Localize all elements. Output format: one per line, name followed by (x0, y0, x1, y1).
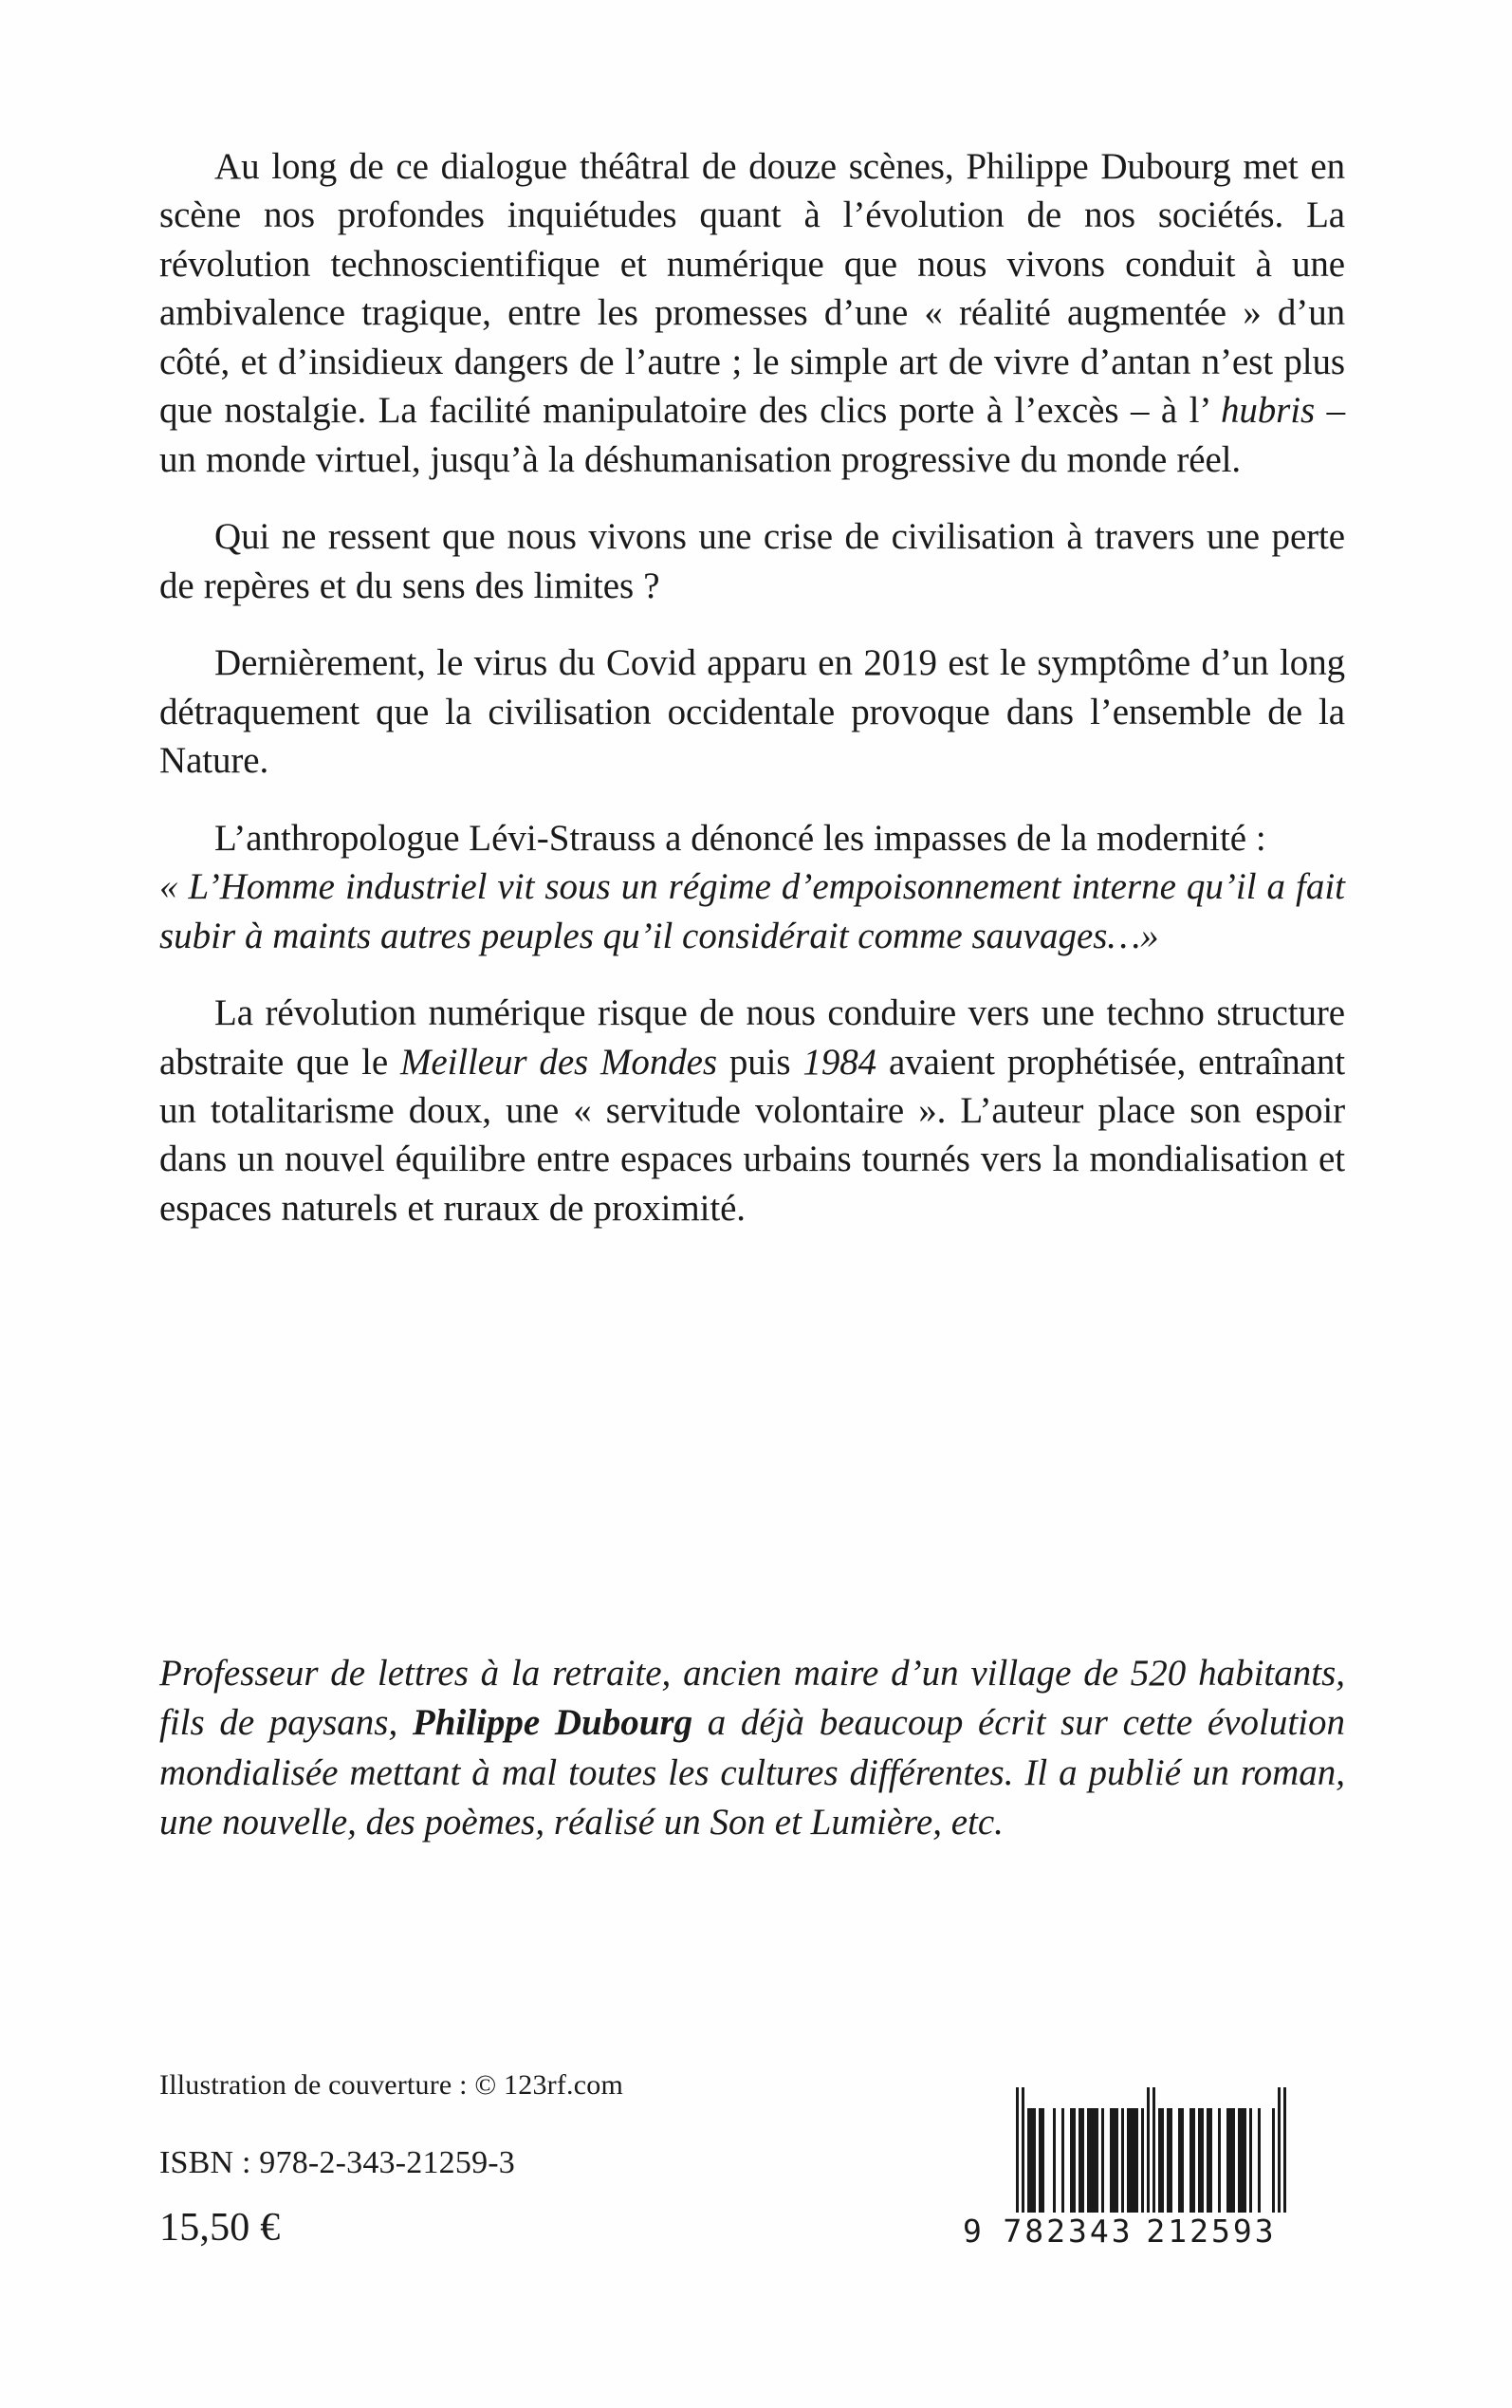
paragraph-levi-strauss (159, 814, 1345, 960)
barcode-lead-digit: 9 (963, 2212, 984, 2250)
meilleur-des-mondes-title: Meilleur des Mondes (399, 1041, 717, 1083)
blurb-content (159, 142, 1345, 1261)
barcode-left-group: 782343 (1003, 2212, 1134, 2250)
paragraph-intro-text-a: Au long de ce dialogue théâtral de douze scènes, Philippe Dubourg met en scène nos profondes inquiétudes quant à l’évolution de nos sociétés. La révolution technoscientifique et numérique que nous vivons conduit à une ambivalence tragique, entre les promesses d’une « réalité augmentée » d’un côté, et d’insidieux dangers de l’autre ; le simple art de vivre d’antan n’est plus que nostalgie. La facilité manipulatoire des clics porte à l’excès – à l’ (159, 146, 1345, 432)
author-bio-text-b: a déjà beaucoup écrit sur cette évolution mondialisée mettant à mal toutes les cultures différentes. Il a publié un roman, une nouvelle, des poèmes, réalisé un Son et Lumière, etc. (159, 1702, 1345, 1843)
digital-text-c: avaient prophétisée, entraînant un totalitarisme doux, une « servitude volontaire ». L’auteur place son espoir dans un nouvel équilibre entre espaces urbains tournés vers la mondialisation et espaces naturels et ruraux de proximité. (159, 1041, 1345, 1229)
barcode-bars (1016, 2087, 1290, 2213)
paragraph-intro (159, 142, 1345, 484)
levi-strauss-quote: « L’Homme industriel vit sous un régime d’empoisonnement interne qu’il a fait subir à maints autres peuples qu’il considérait comme sauvages…» (159, 866, 1345, 956)
author-bio-text-a: Professeur de lettres à la retraite, ancien maire d’un village de 520 habitants, fils de paysans, (159, 1653, 1345, 1744)
barcode-digits (963, 2212, 1290, 2250)
author-name: Philippe Dubourg (412, 1702, 693, 1744)
illustration-credit: Illustration de couverture : © 123rf.com (159, 2069, 623, 2101)
hubris-italic-term: hubris (1220, 390, 1316, 432)
paragraph-covid: Dernièrement, le virus du Covid apparu en 2019 est le symptôme d’un long détraquement que la civilisation occidentale provoque dans l’ensemble de la Nature. (159, 642, 1345, 782)
price-line: 15,50 € (159, 2205, 281, 2250)
author-bio-block (159, 1649, 1345, 1847)
digital-text-b: puis (716, 1041, 803, 1083)
levi-strauss-lead-in: L’anthropologue Lévi-Strauss a dénoncé les impasses de la modernité : (214, 817, 1266, 859)
nineteen-eighty-four-title: 1984 (802, 1041, 877, 1083)
isbn-line: ISBN : 978-2-343-21259-3 (159, 2145, 515, 2180)
paragraph-intro-text-b: – un monde virtuel, jusqu’à la déshumanisation progressive du monde réel. (159, 390, 1345, 480)
ean13-barcode (963, 2087, 1290, 2250)
paragraph-crisis: Qui ne ressent que nous vivons une crise de civilisation à travers une perte de repères et du sens des limites ? (159, 516, 1345, 606)
author-bio (159, 1649, 1345, 1847)
paragraph-digital-revolution (159, 989, 1345, 1232)
digital-text-a: La révolution numérique risque de nous conduire vers une techno structure abstraite que le (159, 992, 1345, 1083)
barcode-right-group: 212593 (1146, 2212, 1277, 2250)
